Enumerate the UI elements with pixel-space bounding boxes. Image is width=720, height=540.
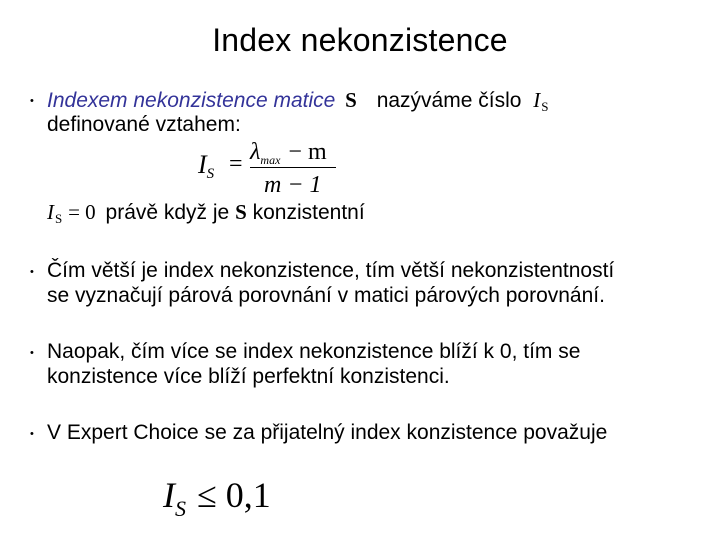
index-symbol-sub: S (541, 99, 549, 114)
formula-1-lhs (198, 150, 214, 183)
consistency-condition-line (47, 200, 365, 227)
formula-2 (163, 474, 271, 522)
bullet-2-line-1: Čím větší je index nekonzistence, tím větší nekonzistentností (47, 259, 615, 282)
matrix-symbol-s: S (345, 88, 357, 112)
formula-1-equals: = (229, 151, 243, 177)
bullet-1-line-1 (47, 88, 549, 115)
condition-eq: = 0 (68, 200, 96, 224)
bullet-4-line-1: V Expert Choice se za přijatelný index konzistence považuje (47, 421, 608, 444)
condition-s: S (235, 200, 247, 224)
bullet-2-line-2: se vyznačují párová porovnání v matici párových porovnání. (47, 284, 605, 307)
bullet-1-normal-text: nazýváme číslo (376, 89, 522, 112)
bullet-3-line-1: Naopak, čím více se index nekonzistence blíží k 0, tím se (47, 340, 581, 363)
index-symbol-i: I (533, 88, 541, 112)
condition-text: právě když je (105, 201, 230, 224)
bullet-marker: • (30, 95, 34, 107)
bullet-marker: • (30, 347, 34, 359)
formula-1-lambda-sub: max (260, 153, 281, 167)
formula-2-i: I (163, 475, 175, 515)
formula-1-lambda: λ (250, 139, 261, 165)
condition-i: I (47, 200, 54, 224)
formula-1-numerator (250, 139, 327, 168)
formula-1-i-sub: S (206, 166, 215, 182)
bullet-1-italic-text: Indexem nekonzistence matice (47, 89, 336, 112)
formula-2-relation: ≤ 0,1 (197, 475, 271, 515)
bullet-3-line-2: konzistence více blíží perfektní konzistenci. (47, 365, 450, 388)
formula-1-denominator: m − 1 (264, 172, 322, 198)
formula-1-fraction-line (250, 167, 336, 168)
bullet-1-line-2: definované vztahem: (47, 113, 241, 136)
formula-1-num-rest: − m (288, 139, 327, 165)
condition-text-2: konzistentní (252, 201, 365, 224)
condition-i-sub: S (55, 211, 63, 226)
formula-1-i: I (198, 150, 207, 179)
slide-title: Index nekonzistence (212, 22, 508, 58)
bullet-marker: • (30, 428, 34, 440)
bullet-marker: • (30, 266, 34, 278)
formula-2-i-sub: S (175, 496, 186, 521)
